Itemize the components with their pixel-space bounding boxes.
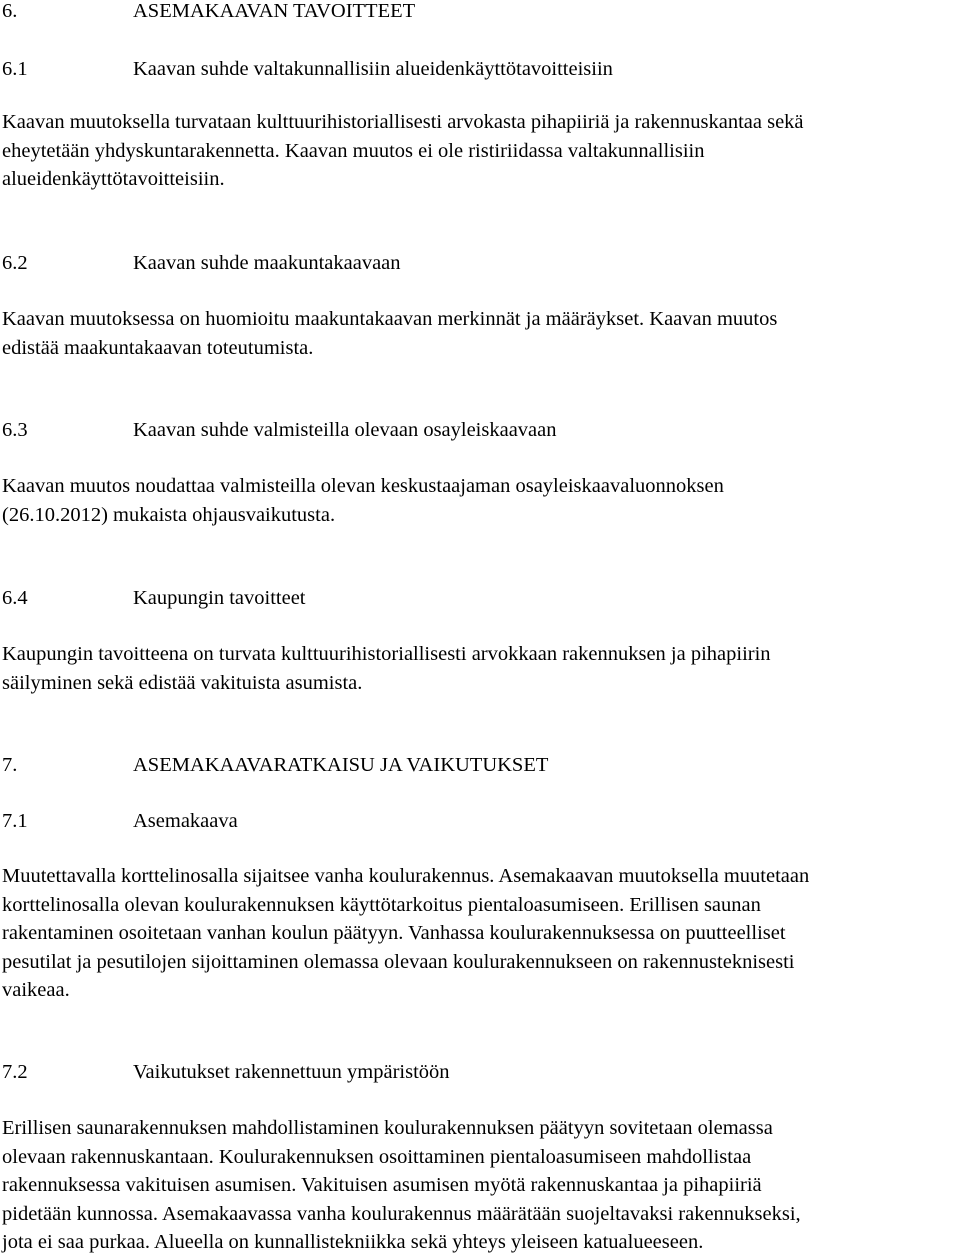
- section-heading-7: [2, 751, 548, 779]
- section-heading-6-4: [2, 584, 306, 612]
- section-heading-6-1: [2, 55, 613, 83]
- text-line: Kaavan muutos noudattaa valmisteilla olevan keskustaajaman osayleiskaavaluonnoksen: [2, 475, 724, 497]
- section-heading-7-2: [2, 1058, 450, 1086]
- section-title: Asemakaava: [133, 810, 238, 832]
- section-title: Kaupungin tavoitteet: [133, 587, 306, 609]
- text-line: korttelinosalla olevan koulurakennuksen käyttötarkoitus pientaloasumiseen. Erillisen saunan: [2, 893, 761, 916]
- text-line: edistää maakuntakaavan toteutumista.: [2, 336, 314, 359]
- section-number: 6.: [2, 0, 18, 22]
- section-number: 7.: [2, 754, 18, 776]
- text-line: olevaan rakennuskantaan. Koulurakennuksen osoittaminen pientaloasumiseen mahdollistaa: [2, 1145, 752, 1168]
- section-title: Kaavan suhde valmisteilla olevaan osayleiskaavaan: [133, 419, 557, 441]
- text-line: Muutettavalla korttelinosalla sijaitsee vanha koulurakennus. Asemakaavan muutoksella muutetaan: [2, 865, 810, 887]
- section-number: 6.2: [2, 252, 28, 274]
- text-line: pesutilat ja pesutilojen sijoittaminen olemassa olevaan koulurakennukseen on rakennusteknisesti: [2, 950, 795, 973]
- section-title: Kaavan suhde valtakunnallisiin alueidenkäyttötavoitteisiin: [133, 58, 613, 80]
- paragraph-6-1: [2, 108, 958, 194]
- paragraph-7-1: [2, 862, 958, 1005]
- text-line: Kaavan muutoksella turvataan kulttuurihistoriallisesti arvokasta pihapiiriä ja rakennuskantaa sekä: [2, 111, 804, 133]
- section-number: 6.4: [2, 587, 28, 609]
- text-line: alueidenkäyttötavoitteisiin.: [2, 168, 225, 190]
- text-line: Kaupungin tavoitteena on turvata kulttuurihistoriallisesti arvokkaan rakennuksen ja pihapiirin: [2, 643, 771, 665]
- text-line: rakentaminen osoitetaan vanhan koulun päätyyn. Vanhassa koulurakennuksessa on puutteelliset: [2, 922, 786, 944]
- section-title: ASEMAKAAVAN TAVOITTEET: [133, 0, 416, 22]
- section-heading-6: [2, 0, 415, 25]
- text-line: (26.10.2012) mukaista ohjausvaikutusta.: [2, 503, 336, 526]
- section-number: 7.1: [2, 810, 28, 832]
- text-line: Kaavan muutoksessa on huomioitu maakuntakaavan merkinnät ja määräykset. Kaavan muutos: [2, 308, 778, 330]
- text-line: säilyminen sekä edistää vakituista asumista.: [2, 671, 363, 694]
- section-heading-6-3: [2, 416, 557, 444]
- paragraph-6-3: [2, 472, 958, 529]
- paragraph-6-4: [2, 640, 958, 697]
- section-number: 6.1: [2, 58, 28, 80]
- text-line: Erillisen saunarakennuksen mahdollistaminen koulurakennuksen päätyyn sovitetaan olemassa: [2, 1117, 773, 1139]
- paragraph-6-2: [2, 305, 958, 362]
- section-heading-7-1: [2, 807, 238, 835]
- section-heading-6-2: [2, 249, 401, 277]
- text-line: pidetään kunnossa. Asemakaavassa vanha koulurakennus määrätään suojeltavaksi rakennukseksi,: [2, 1202, 801, 1225]
- section-number: 6.3: [2, 419, 28, 441]
- text-line: vaikeaa.: [2, 979, 70, 1001]
- section-number: 7.2: [2, 1061, 28, 1083]
- paragraph-7-2: [2, 1114, 958, 1257]
- text-line: jota ei saa purkaa. Alueella on kunnallistekniikka sekä yhteys yleiseen katualueeseen.: [2, 1231, 704, 1253]
- section-title: Kaavan suhde maakuntakaavaan: [133, 252, 401, 274]
- section-title: ASEMAKAAVARATKAISU JA VAIKUTUKSET: [133, 754, 549, 776]
- text-line: rakennuksessa vakituisen asumisen. Vakituisen asumisen myötä rakennuskantaa ja pihapiiriä: [2, 1174, 762, 1196]
- text-line: eheytetään yhdyskuntarakennetta. Kaavan muutos ei ole ristiriidassa valtakunnallisiin: [2, 139, 705, 162]
- section-title: Vaikutukset rakennettuun ympäristöön: [133, 1061, 450, 1083]
